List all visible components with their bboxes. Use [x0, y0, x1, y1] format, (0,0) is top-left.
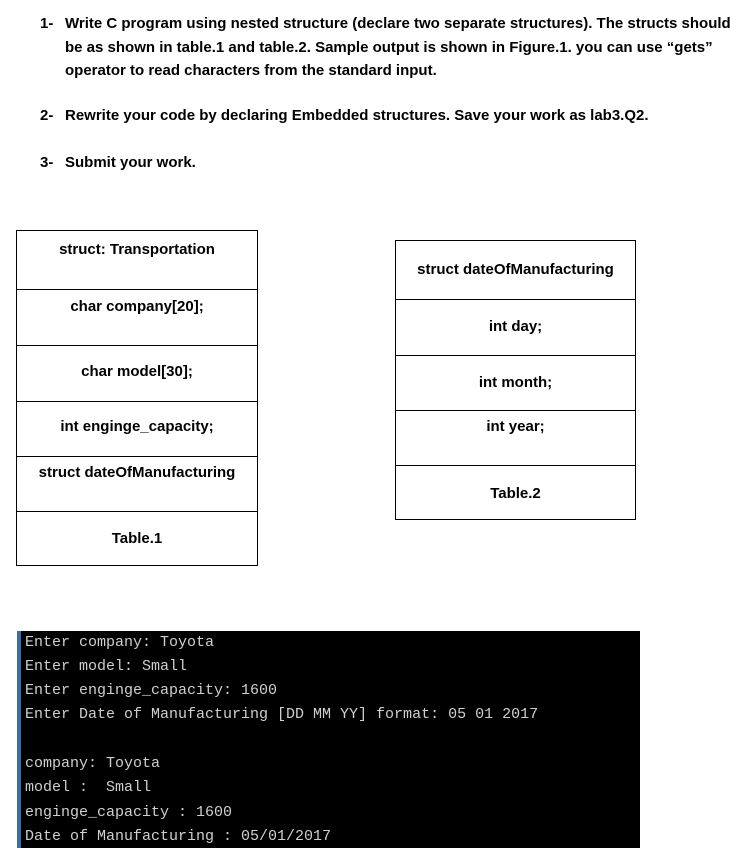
console-output — [17, 631, 640, 848]
console-line: company: Toyota — [25, 755, 161, 772]
table-cell — [396, 355, 635, 410]
instruction-number: 2- — [40, 107, 54, 124]
table-cell — [396, 465, 635, 519]
table-cell — [17, 401, 257, 456]
console-line: Enter Date of Manufacturing [DD MM YY] format: 05 01 2017 — [25, 706, 539, 723]
table-caption: Table.2 — [490, 485, 541, 502]
table-cell — [17, 345, 257, 401]
instruction-number: 3- — [40, 154, 54, 171]
console-line: Date of Manufacturing : 05/01/2017 — [25, 828, 332, 845]
cell-text: struct dateOfManufacturing — [38, 464, 236, 481]
instruction-number: 1- — [40, 15, 54, 32]
instruction-line: Rewrite your code by declaring Embedded structures. Save your work as lab3.Q2. — [65, 107, 649, 124]
cell-text: char company[20]; — [70, 298, 204, 315]
table-cell — [17, 456, 257, 511]
cell-text: int year; — [486, 418, 545, 435]
table-cell — [396, 299, 635, 355]
instruction-line: Write C program using nested structure (declare two separate structures). The structs should — [65, 15, 731, 32]
console-line: model : Small — [25, 779, 152, 796]
table-caption: Table.1 — [111, 530, 163, 547]
console-line: enginge_capacity : 1600 — [25, 804, 233, 821]
instruction-2 — [40, 105, 740, 127]
cell-text: int enginge_capacity; — [60, 418, 214, 435]
instruction-line: operator to read characters from the standard input. — [65, 62, 437, 79]
cell-text: struct dateOfManufacturing — [417, 261, 614, 278]
console-line: Enter model: Small — [25, 658, 188, 675]
table-cell — [17, 511, 257, 565]
console-line: Enter company: Toyota — [25, 634, 215, 651]
instruction-3 — [40, 152, 740, 174]
table-cell — [17, 231, 257, 289]
table-cell — [396, 410, 635, 465]
console-line: Enter enginge_capacity: 1600 — [25, 682, 278, 699]
cell-text: struct: Transportation — [59, 241, 215, 258]
cell-text: int day; — [488, 318, 543, 335]
table-cell — [17, 289, 257, 345]
table-2 — [395, 240, 636, 520]
instruction-1 — [40, 13, 750, 83]
cell-text: int month; — [478, 374, 553, 391]
instruction-line: be as shown in table.1 and table.2. Sample output is shown in Figure.1. you can use “gets” — [65, 39, 713, 56]
table-1 — [16, 230, 258, 566]
instruction-line: Submit your work. — [65, 154, 196, 171]
table-cell — [396, 241, 635, 299]
cell-text: char model[30]; — [81, 363, 193, 380]
